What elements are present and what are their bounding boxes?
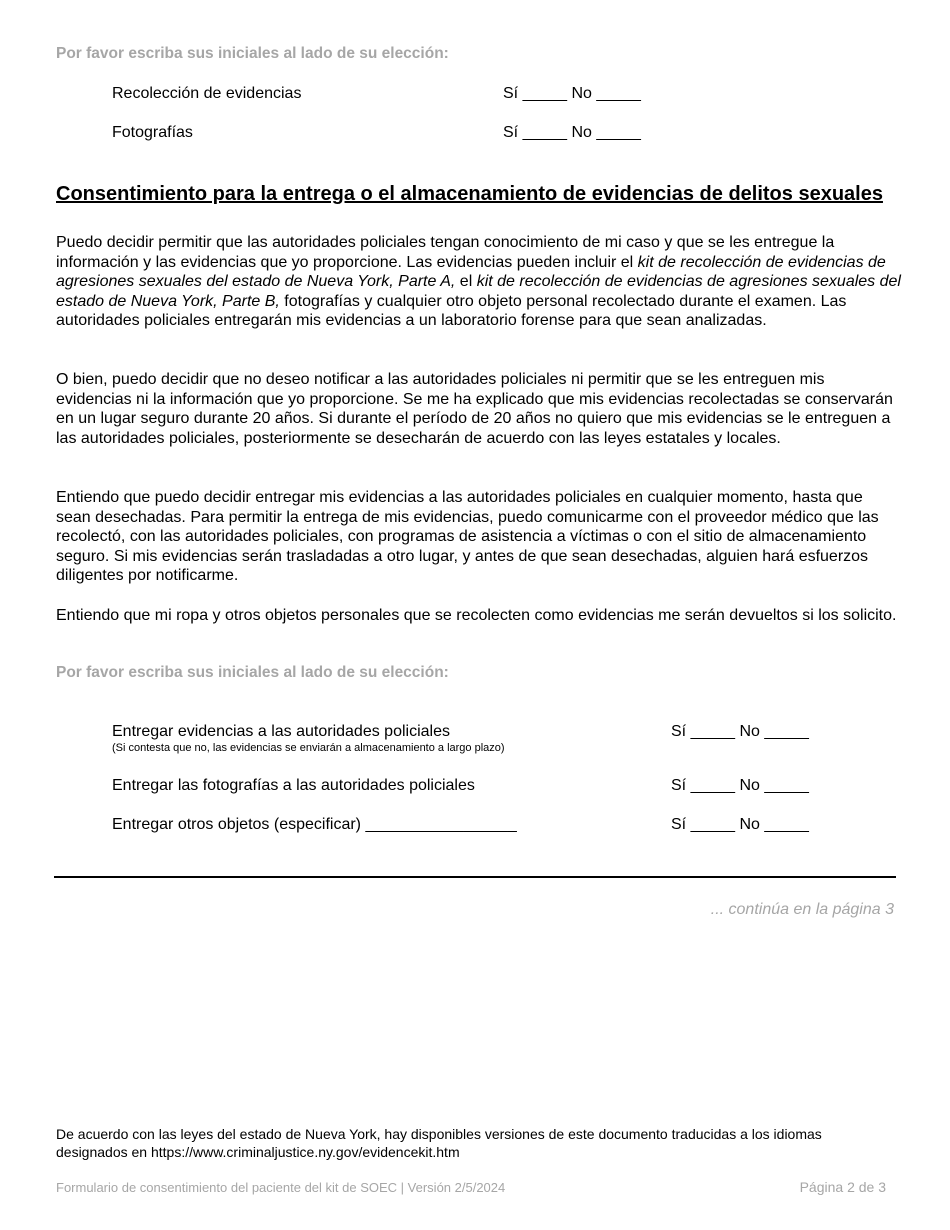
consent-paragraph-3: Entiendo que puedo decidir entregar mis evidencias a las autoridades policiales en cualquier momento, hasta que sean desechadas. Para permitir la entrega de mis evidencias, puedo comunicarme con el proveedor médico que las recolectó, con las autoridades policiales, con programas de asistencia a víctimas o con el sitio de almacenamiento seguro. Si mis evidencias serán trasladadas a otro lugar, y antes de que sean desechadas, alguien hará esfuerzos diligentes por notificarme. (56, 489, 879, 585)
consent-paragraph-1 (56, 233, 901, 331)
paragraph-1-text-a: Puedo decidir permitir que las autoridades policiales tengan conocimiento de mi caso y que se les entregue la información y las evidencias que yo proporcione. Las evidencias pueden incluir el (56, 234, 835, 271)
choice-note-release-evidence: (Si contesta que no, las evidencias se enviarán a almacenamiento a largo plazo) (112, 742, 505, 754)
choice-yes-no-evidence-collection[interactable]: Sí _____ No _____ (503, 85, 641, 102)
translation-note: De acuerdo con las leyes del estado de Nueva York, hay disponibles versiones de este documento traducidas a los idiomas designados en https://www.criminaljustice.ny.gov/evidencekit.htm (56, 1126, 822, 1160)
choice-label-evidence-collection: Recolección de evidencias (112, 85, 302, 102)
paragraph-1-text-b: el (455, 273, 477, 291)
paragraph-1-kit-part-b: kit de recolección de evidencias de agresiones sexuales del estado de Nueva York, Parte B, (56, 273, 901, 310)
initials-prompt-release: Por favor escriba sus iniciales al lado de su elección: (56, 664, 449, 681)
paragraph-1-kit-part-a: kit de recolección de evidencias de agresiones sexuales del estado de Nueva York, Parte A, (56, 253, 886, 291)
consent-paragraph-2: O bien, puedo decidir que no deseo notificar a las autoridades policiales ni permitir que se les entreguen mis evidencias ni la información que yo proporcione. Se me ha explicado que mis evidencias recolectadas se conservarán en un lugar seguro durante 20 años. Si durante el período de 20 años no quiero que mis evidencias se le entreguen a las autoridades policiales, posteriormente se desecharán de acuerdo con las leyes estatales y locales. (56, 371, 893, 447)
choice-yes-no-release-evidence[interactable]: Sí _____ No _____ (671, 723, 809, 740)
section-divider (54, 876, 896, 878)
consent-paragraph-4: Entiendo que mi ropa y otros objetos personales que se recolecten como evidencias me serán devueltos si los solicito. (56, 607, 897, 624)
footer-page-number: Página 2 de 3 (799, 1179, 886, 1195)
choice-yes-no-photographs[interactable]: Sí _____ No _____ (503, 124, 641, 141)
choice-label-release-photographs: Entregar las fotografías a las autoridades policiales (112, 777, 475, 794)
choice-label-release-evidence: Entregar evidencias a las autoridades policiales (112, 723, 450, 740)
paragraph-1-text-c: fotografías y cualquier otro objeto personal recolectado durante el examen. Las autoridades policiales entregarán mis evidencias a un laboratorio forense para que sean analizadas. (56, 292, 847, 330)
footer-form-version: Formulario de consentimiento del paciente del kit de SOEC | Versión 2/5/2024 (56, 1180, 506, 1195)
choice-yes-no-release-other-items[interactable]: Sí _____ No _____ (671, 816, 809, 833)
consent-section-title: Consentimiento para la entrega o el almacenamiento de evidencias de delitos sexuales (56, 183, 883, 205)
continues-next-page: ... continúa en la página 3 (710, 901, 894, 918)
initials-prompt-top: Por favor escriba sus iniciales al lado de su elección: (56, 45, 449, 62)
choice-yes-no-release-photographs[interactable]: Sí _____ No _____ (671, 777, 809, 794)
choice-label-photographs: Fotografías (112, 124, 193, 141)
choice-label-release-other-items[interactable]: Entregar otros objetos (especificar) _________________ (112, 816, 517, 833)
